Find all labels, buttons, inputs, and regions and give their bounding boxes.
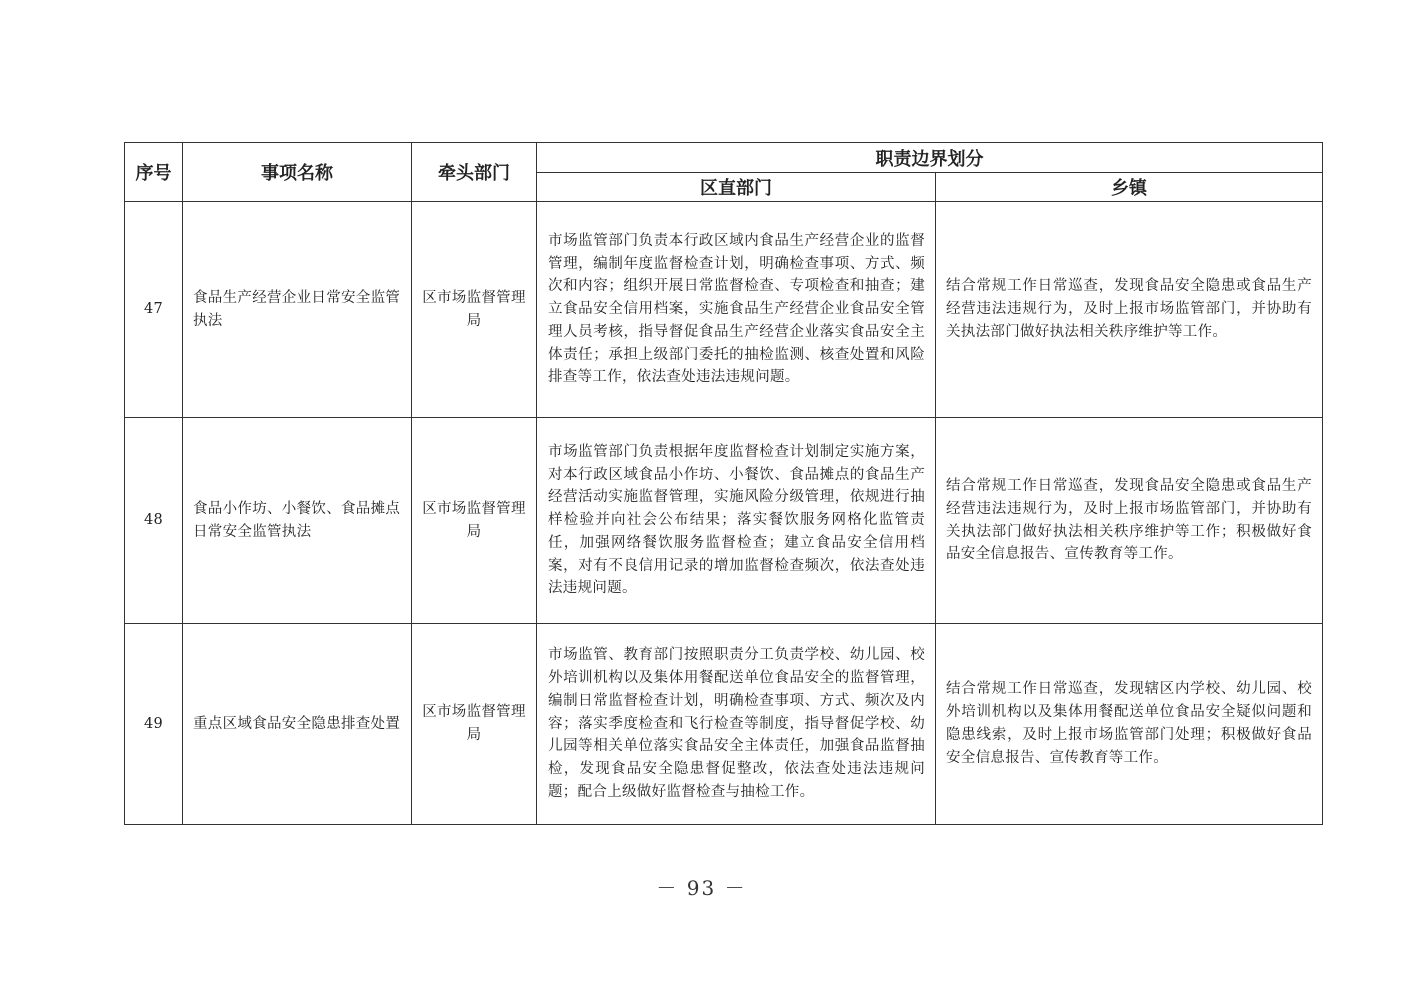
row-township: 结合常规工作日常巡查，发现食品安全隐患或食品生产经营违法违规行为，及时上报市场监管部门，并协助有关执法部门做好执法相关秩序维护等工作；积极做好食品安全信息报告、宣传教育等工作。 xyxy=(936,418,1323,624)
row-item-name: 食品生产经营企业日常安全监管执法 xyxy=(183,202,412,418)
row-item-name: 食品小作坊、小餐饮、食品摊点日常安全监管执法 xyxy=(183,418,412,624)
row-seq: 48 xyxy=(125,418,183,624)
row-seq: 47 xyxy=(125,202,183,418)
row-lead-dept: 区市场监督管理局 xyxy=(412,418,537,624)
row-district-dept: 市场监管部门负责根据年度监督检查计划制定实施方案，对本行政区域食品小作坊、小餐饮、食品摊点的食品生产经营活动实施监督管理，实施风险分级管理，依规进行抽样检验并向社会公布结果；落实餐饮服务网格化监管责任，加强网络餐饮服务监督检查；建立食品安全信用档案，对有不良信用记录的增加监督检查频次，依法查处违法违规问题。 xyxy=(537,418,936,624)
header-district-dept: 区直部门 xyxy=(537,173,936,202)
header-responsibility: 职责边界划分 xyxy=(537,143,1323,173)
row-seq: 49 xyxy=(125,624,183,825)
responsibility-table xyxy=(124,142,1323,825)
header-township: 乡镇 xyxy=(936,173,1323,202)
row-township: 结合常规工作日常巡查，发现食品安全隐患或食品生产经营违法违规行为，及时上报市场监管部门，并协助有关执法部门做好执法相关秩序维护等工作。 xyxy=(936,202,1323,418)
row-township: 结合常规工作日常巡查，发现辖区内学校、幼儿园、校外培训机构以及集体用餐配送单位食品安全疑似问题和隐患线索，及时上报市场监管部门处理；积极做好食品安全信息报告、宣传教育等工作。 xyxy=(936,624,1323,825)
row-district-dept: 市场监管、教育部门按照职责分工负责学校、幼儿园、校外培训机构以及集体用餐配送单位食品安全的监督管理，编制日常监督检查计划，明确检查事项、方式、频次及内容；落实季度检查和飞行检查等制度，指导督促学校、幼儿园等相关单位落实食品安全主体责任，加强食品监督抽检，发现食品安全隐患督促整改，依法查处违法违规问题；配合上级做好监督检查与抽检工作。 xyxy=(537,624,936,825)
row-lead-dept: 区市场监督管理局 xyxy=(412,624,537,825)
page-number: － 93 － xyxy=(656,876,747,900)
header-lead-dept: 牵头部门 xyxy=(412,143,537,202)
row-item-name: 重点区域食品安全隐患排查处置 xyxy=(183,624,412,825)
row-lead-dept: 区市场监督管理局 xyxy=(412,202,537,418)
row-district-dept: 市场监管部门负责本行政区域内食品生产经营企业的监督管理，编制年度监督检查计划，明确检查事项、方式、频次和内容；组织开展日常监督检查、专项检查和抽查；建立食品安全信用档案，实施食品生产经营企业食品安全管理人员考核，指导督促食品生产经营企业落实食品安全主体责任；承担上级部门委托的抽检监测、核查处置和风险排查等工作，依法查处违法违规问题。 xyxy=(537,202,936,418)
header-item-name: 事项名称 xyxy=(183,143,412,202)
header-seq: 序号 xyxy=(125,143,183,202)
table-row xyxy=(125,418,1323,624)
table-row xyxy=(125,624,1323,825)
table-row xyxy=(125,202,1323,418)
